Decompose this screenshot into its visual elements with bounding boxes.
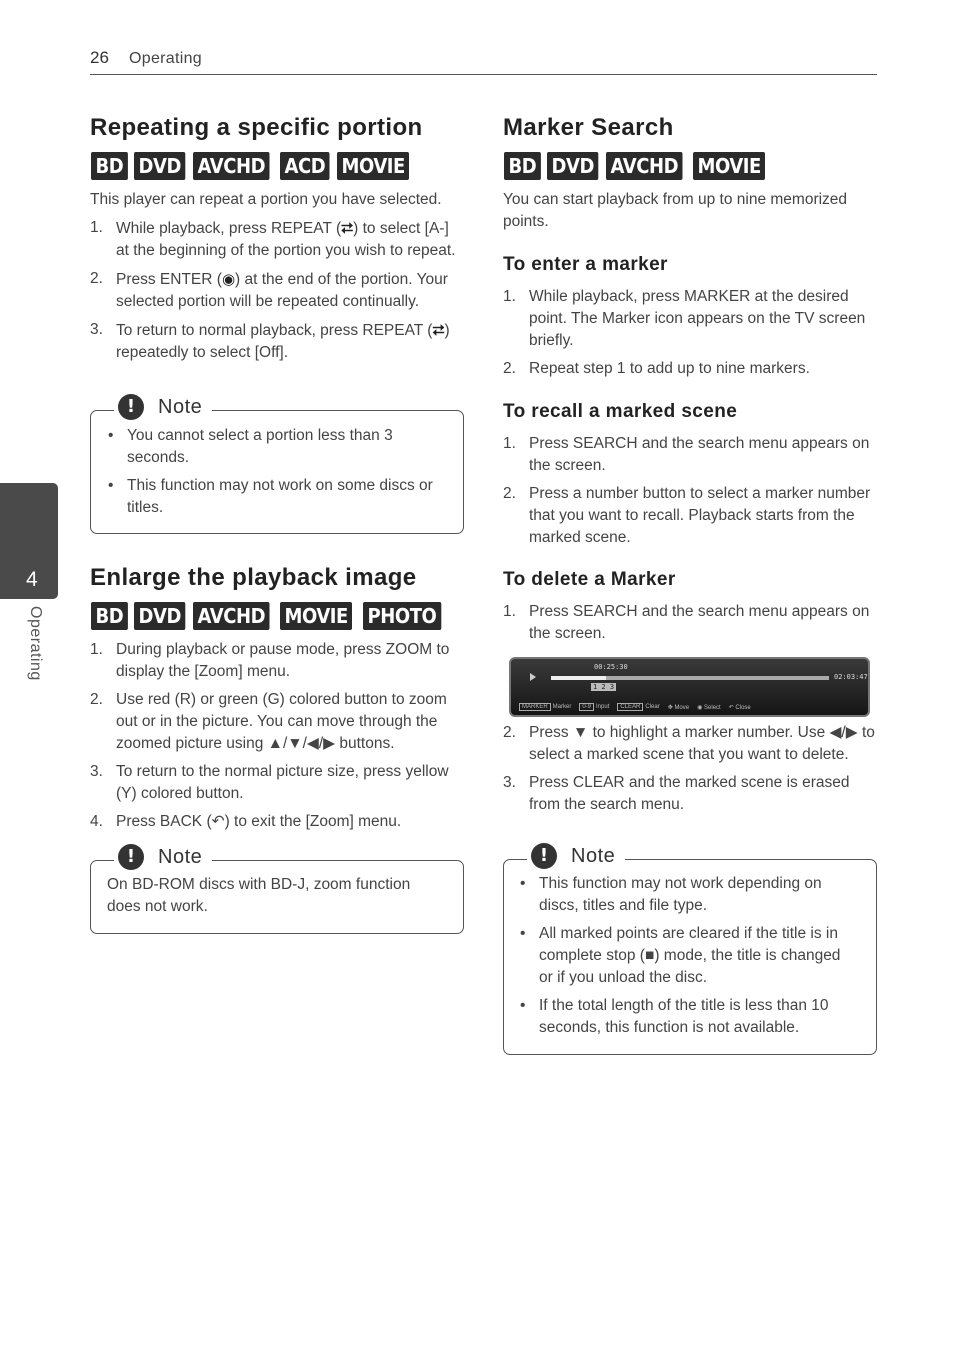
list-item [90, 761, 468, 805]
hint-label: Close [735, 705, 751, 711]
badge-bd: BD [91, 602, 128, 630]
enter-marker-steps [503, 286, 878, 386]
osd-clear-hint [617, 704, 659, 711]
delete-heading: To delete a Marker [503, 569, 676, 590]
note-title: Note [158, 395, 203, 418]
move-icon: ✥ [667, 705, 673, 711]
step-number: 1. [90, 641, 103, 658]
list-item [503, 722, 878, 766]
badge-avchd: AVCHD [193, 602, 270, 630]
play-icon [530, 673, 536, 681]
badge-dvd: DVD [547, 152, 598, 180]
enlarge-note-header [114, 844, 212, 870]
hint-label: Select [704, 705, 721, 711]
list-item [503, 483, 878, 549]
step-text: While playback, press REPEAT ( [116, 220, 342, 237]
list-item [503, 601, 878, 645]
list-item [90, 268, 465, 313]
step-number: 1. [503, 603, 516, 620]
marker-numbers: 1 2 3 [593, 683, 615, 691]
page-number: 26 [90, 48, 109, 67]
enlarge-steps [90, 639, 468, 839]
exclamation-icon: ! [118, 394, 144, 420]
step-text: To return to normal playback, press REPEAT ( [116, 322, 433, 339]
enter-icon: ◉ [221, 270, 236, 288]
repeat-steps [90, 217, 465, 370]
osd-button-bar [519, 704, 751, 711]
marker-note-header [527, 843, 625, 869]
note-title: Note [158, 845, 203, 868]
chapter-label [22, 606, 52, 716]
marker-note-list [519, 873, 854, 1045]
list-item [90, 217, 465, 262]
step-number: 2. [503, 485, 516, 502]
enlarge-note-text: On BD-ROM discs with BD-J, zoom function does not work. [107, 876, 411, 915]
exclamation-icon: ! [531, 843, 557, 869]
list-item [90, 811, 468, 833]
badge-photo: PHOTO [363, 602, 441, 630]
hint-label: Move [674, 705, 690, 711]
repeat-intro: This player can repeat a portion you have selected. [90, 191, 442, 208]
total-time: 02:03:47 [834, 673, 868, 681]
step-text: To return to the normal picture size, press yellow (Y) colored button. [116, 763, 449, 802]
marker-intro: You can start playback from up to nine memorized points. [503, 191, 848, 230]
osd-move-hint [668, 704, 689, 711]
list-item [90, 639, 468, 683]
step-text: ) repeatedly to select [Off]. [116, 322, 450, 361]
repeat-icon: ⮂ [341, 219, 354, 237]
enlarge-heading: Enlarge the playback image [90, 564, 417, 591]
step-text: ) at the end of the portion. Your selected portion will be repeated continually. [116, 271, 448, 310]
step-number: 3. [503, 774, 516, 791]
osd-marker-hint [519, 704, 571, 711]
osd-select-hint [697, 704, 721, 711]
list-item: • This function may not work on some discs or titles. [107, 475, 437, 519]
step-number: 3. [90, 321, 103, 338]
number-key: 0-9 [579, 703, 594, 711]
section-title: Operating [129, 50, 202, 67]
osd-close-hint [729, 704, 751, 711]
recall-steps [503, 433, 878, 555]
step-number: 2. [503, 360, 516, 377]
exclamation-icon: ! [118, 844, 144, 870]
step-text: During playback or pause mode, press ZOOM to display the [Zoom] menu. [116, 641, 450, 680]
list-item: • You cannot select a portion less than 3 seconds. [107, 425, 437, 469]
header-rule [90, 74, 877, 75]
badge-dvd: DVD [134, 602, 185, 630]
step-number: 2. [90, 270, 103, 287]
enter-icon: ◉ [697, 705, 703, 711]
chapter-number: 4 [26, 568, 38, 591]
badge-bd: BD [91, 152, 128, 180]
hint-label: Input [596, 704, 610, 710]
list-item [503, 286, 878, 352]
osd-input-hint [579, 704, 609, 711]
badge-avchd: AVCHD [193, 152, 270, 180]
hint-label: Marker [552, 704, 572, 710]
badge-movie: MOVIE [280, 602, 352, 630]
repeat-badges [91, 152, 414, 180]
list-item: • All marked points are cleared if the title is in complete stop (■) mode, the title is changed or if you unload the disc. [519, 923, 854, 989]
badge-movie: MOVIE [337, 152, 409, 180]
step-number: 1. [90, 219, 103, 236]
list-item [503, 772, 878, 816]
repeat-note-list [107, 425, 437, 525]
badge-bd: BD [504, 152, 541, 180]
step-number: 4. [90, 813, 103, 830]
list-item: • If the total length of the title is less than 10 seconds, this function is not available. [519, 995, 854, 1039]
clear-key: CLEAR [617, 703, 643, 711]
step-text: Press BACK (↶) to exit the [Zoom] menu. [116, 813, 402, 830]
list-item [90, 319, 465, 364]
back-icon: ↶ [728, 705, 734, 711]
badge-dvd: DVD [134, 152, 185, 180]
search-menu-screenshot [509, 657, 870, 717]
enlarge-badges [91, 602, 445, 630]
delete-steps-a [503, 601, 878, 651]
chapter-label-text: Operating [27, 606, 44, 681]
step-number: 1. [503, 288, 516, 305]
repeat-note-header [114, 394, 212, 420]
enter-marker-heading: To enter a marker [503, 254, 668, 275]
step-text: Press CLEAR and the marked scene is erased from the search menu. [529, 774, 850, 813]
list-item: • This function may not work depending on discs, titles and file type. [519, 873, 854, 917]
delete-steps-b [503, 722, 878, 822]
hint-label: Clear [645, 704, 660, 710]
current-time: 00:25:30 [594, 663, 628, 671]
list-item [503, 358, 878, 380]
step-text: ) to select [A-] at the beginning of the portion you wish to repeat. [116, 220, 456, 259]
progress-fill [551, 676, 606, 680]
step-text: Press ▼ to highlight a marker number. Use ◀/▶ to select a marked scene that you want to delete. [529, 724, 875, 763]
recall-heading: To recall a marked scene [503, 401, 738, 422]
step-text: Press ENTER ( [116, 271, 222, 288]
step-text: Use red (R) or green (G) colored button to zoom out or in the picture. You can move through the zoomed picture using ▲/▼/◀/▶ buttons. [116, 691, 447, 752]
badge-movie: MOVIE [693, 152, 765, 180]
marker-key: MARKER [519, 703, 551, 711]
step-text: Press a number button to select a marker number that you want to recall. Playback starts from the marked scene. [529, 485, 871, 546]
step-text: Repeat step 1 to add up to nine markers. [529, 360, 810, 377]
repeat-icon: ⮂ [432, 321, 445, 339]
list-item [503, 433, 878, 477]
step-number: 1. [503, 435, 516, 452]
step-number: 2. [503, 724, 516, 741]
marker-heading: Marker Search [503, 114, 674, 141]
step-number: 2. [90, 691, 103, 708]
step-text: Press SEARCH and the search menu appears on the screen. [529, 435, 870, 474]
badge-acd: ACD [280, 152, 330, 180]
repeat-heading: Repeating a specific portion [90, 114, 423, 141]
list-item [90, 689, 468, 755]
step-number: 3. [90, 763, 103, 780]
note-title: Note [571, 844, 616, 867]
step-text: Press SEARCH and the search menu appears on the screen. [529, 603, 870, 642]
marker-badges [504, 152, 770, 180]
step-text: While playback, press MARKER at the desired point. The Marker icon appears on the TV screen briefly. [529, 288, 866, 349]
badge-avchd: AVCHD [606, 152, 683, 180]
